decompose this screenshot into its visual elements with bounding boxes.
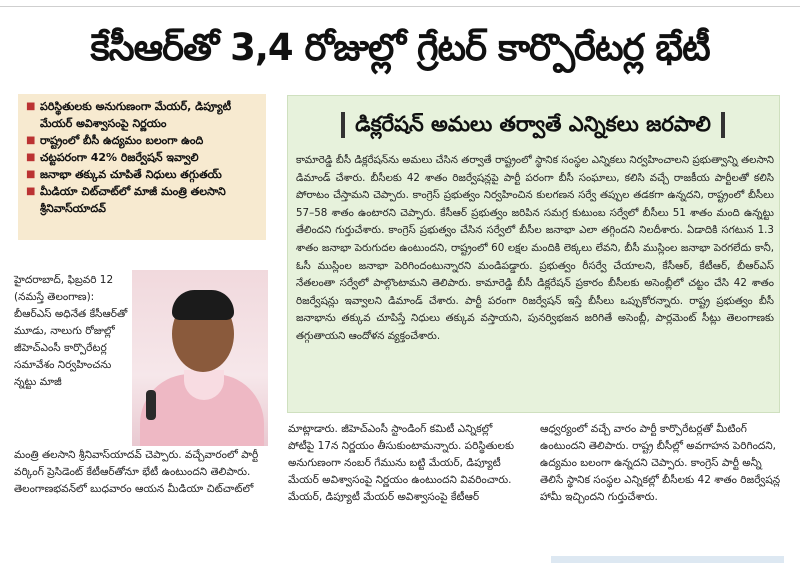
highlights-box	[18, 94, 266, 240]
left-body-column	[14, 447, 272, 498]
footer-strip	[551, 556, 784, 563]
headline: కేసీఆర్‌తో 3,4 రోజుల్లో గ్రేటర్ కార్పొరేటర్ల భేటీ	[90, 26, 710, 69]
box-body	[296, 152, 774, 346]
highlight-item: ■ చట్టపరంగా 42% రిజర్వేషన్ ఇవ్వాలి	[26, 149, 260, 166]
box-subheading	[290, 104, 776, 144]
box-subheading-text: డిక్లరేషన్ అమలు తర్వాతే ఎన్నికలు జరపాలి	[355, 112, 711, 136]
microphone-icon	[146, 390, 156, 420]
highlight-item: ■ రాష్ట్రంలో బీసీ ఉద్యమం బలంగా ఉంది	[26, 132, 260, 149]
dateline-text: హైదరాబాద్, ఫిబ్రవరి 12 (నమస్తే తెలంగాణ): బీఆర్‌ఎస్ అధినేత కేసీఆర్‌తో మూడు, నాలుగు రోజుల్లో జీహెచ్‌ఎంసీ కార్పొరేటర్ల సమావేశం నిర్వహించను న్నట్టు మాజీ	[14, 274, 128, 388]
highlight-item: ■ మీడియా చిట్‌చాట్‌లో మాజీ మంత్రి తలసాని శ్రీనివాస్‌యాదవ్	[26, 183, 260, 217]
dateline-column	[14, 272, 132, 391]
highlight-item: ■ జనాభా తక్కువ చూపితే నిధులు తగ్గుతయ్	[26, 166, 260, 183]
speaker-photo	[132, 270, 268, 446]
highlight-item: ■ పరిస్థితులకు అనుగుణంగా మేయర్, డిప్యూటీ మేయర్ అవిశ్వాసంపై నిర్ణయం	[26, 98, 260, 132]
middle-column	[288, 421, 520, 506]
right-column	[540, 421, 786, 506]
photo-hair	[172, 290, 234, 320]
middle-column-text: మాట్లాడారు. జీహెచ్‌ఎంసీ స్టాండింగ్ కమిటీ ఎన్నికల్లో పోటీపై 17న నిర్ణయం తీసుకుంటామన్నారు. పరిస్థితులకు అనుగుణంగా నంబర్ గేమును బట్టి మేయర్, డిప్యూటీ మేయర్ అవిశ్వాసంపై నిర్ణయం ఉంటుందని వివరించారు. మేయర్, డిప్యూటీ మేయర్ అవిశ్వాసంపై కేటీఆర్	[288, 423, 515, 503]
right-column-text: ఆధ్వర్యంలో వచ్చే వారం పార్టీ కార్పొరేటర్లతో మీటింగ్ ఉంటుందని తెలిపారు. రాష్ట్ర బీసీల్లో అవగాహన పెరిగిందని, ఉద్యమం బలంగా ఉన్నదని చెప్పారు. కాంగ్రెస్ పార్టీ అన్నీ తెలిసే స్థానిక సంస్థల ఎన్నికల్లో బీసీలకు 42 శాతం రిజర్వేషన్ల హామీ ఇచ్చిందని గుర్తుచేశారు.	[540, 423, 781, 503]
top-rule	[0, 0, 800, 7]
box-body-text: కామారెడ్డి బీసీ డిక్లరేషన్‌ను అమలు చేసిన తర్వాతే రాష్ట్రంలో స్థానిక సంస్థల ఎన్నికలు నిర్వహించాలని ప్రభుత్వాన్ని తలసాని డిమాండ్ చేశారు. బీసీలకు 42 శాతం రిజర్వేషన్లపై పార్టీ పరంగా బీసీ సంఘాలు, కలిసి వచ్చే రాజకీయ పార్టీలతో కలిసి పోరాటం చేస్తామని చెప్పారు. కాంగ్రెస్ ప్రభుత్వం నిర్వహించిన కులగణన సర్వే తప్పుల తడకగా ఉన్నదని, రాష్ట్రంలో బీసీలు 57–58 శాతం ఉంటారని చెప్పారు. కేసీఆర్ ప్రభుత్వం జరిపిన సమగ్ర కుటుంబ సర్వేలో బీసీలు 51 శాతం మంది ఉన్నట్టు తేలిందని గుర్తుచేశారు. కాంగ్రెస్ ప్రభుత్వం చేసిన సర్వేలో బీసీల జనాభా ఎలా తగ్గిందని నిలదీశారు. ఏడాదికి సగటున 1.3 శాతం జనాభా పెరుగుదల ఉంటుందని, రాష్ట్రంలో 60 లక్షల మందికి లెక్కలు లేవని, బీసీ ముస్లింల జనాభా పెరగలేదు కానీ, ఓసీ ముస్లింల జనాభా పెరిగిందంటున్నారని మండిపడ్డారు. ప్రభుత్వం రీసర్వే చేయాలని, కేసీఆర్, కేటీఆర్, బీఆర్‌ఎస్ నేతలంతా సర్వేలో పాల్గొంటామని తెలిపారు. కామారెడ్డి బీసీ డిక్లరేషన్ ప్రకారం బీసీలకు అసెంబ్లీలో చట్టం చేసి 42 శాతం రిజర్వేషన్లు ఇవ్వాలని డిమాండ్ చేశారు. పార్టీ పరంగా రిజర్వేషన్ ఇస్తే బీసీలు ఒప్పుకోరన్నారు. రాష్ట్ర ప్రభుత్వం బీసీ జనాభాను తక్కువ చూపిస్తే నిధులు తక్కువ వస్తాయని, పునర్విభజన జరిగితే అసెంబ్లీ, పార్లమెంట్ సీట్లు తెలంగాణకు తగ్గుతాయని ఆందోళన వ్యక్తంచేశారు.	[296, 154, 774, 342]
left-body-text: మంత్రి తలసాని శ్రీనివాస్‌యాదవ్ చెప్పారు. వచ్చేవారంలో పార్టీ వర్కింగ్ ప్రెసిడెంట్ కేటీఆర్‌తోనూ భేటీ ఉంటుందని తెలిపారు. తెలంగాణభవన్‌లో బుధవారం ఆయన మీడియా చిట్‌చాట్‌లో	[14, 449, 259, 495]
